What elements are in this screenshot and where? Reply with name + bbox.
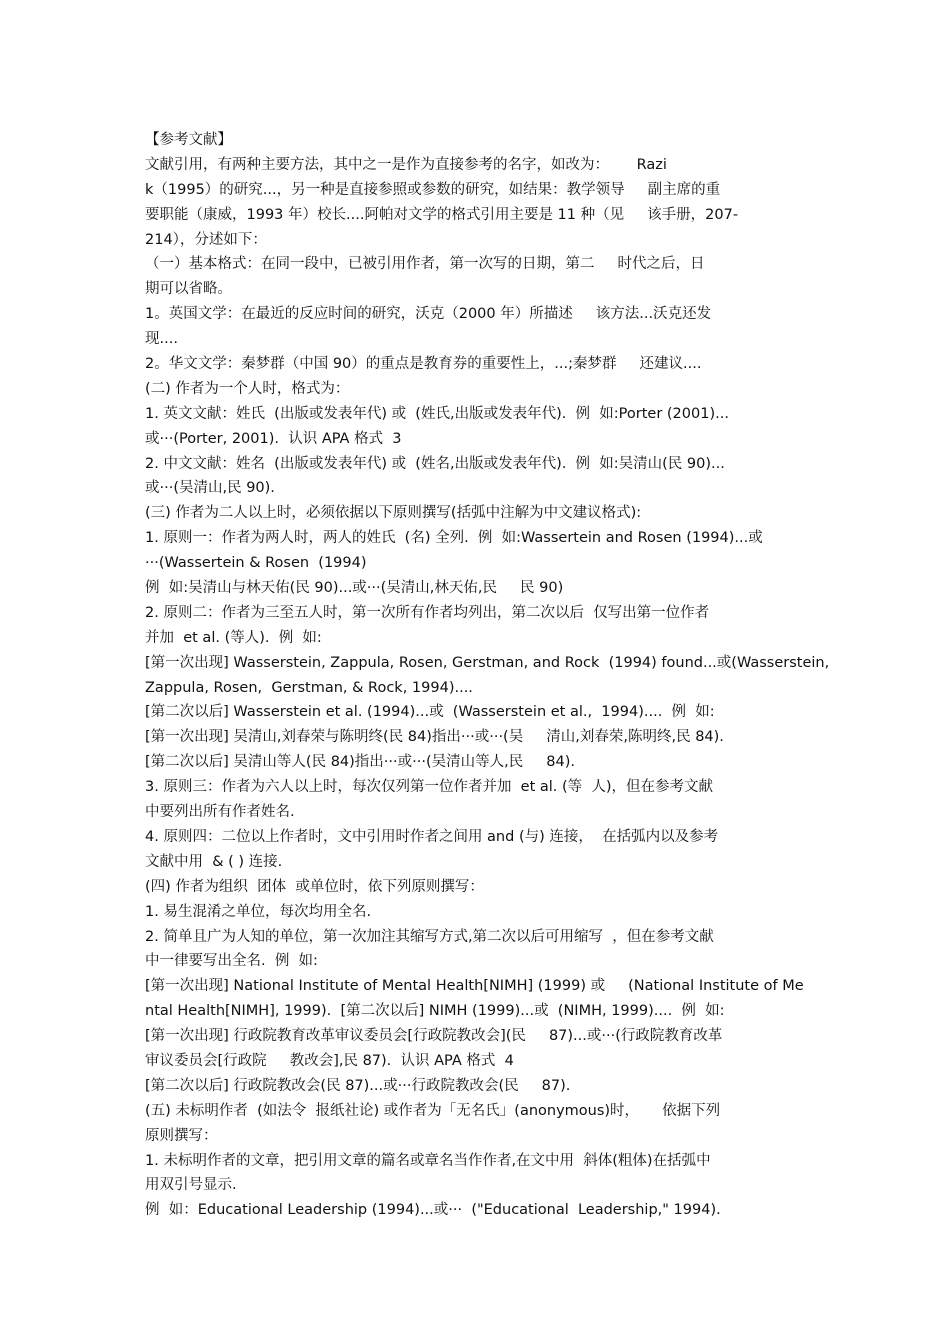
document-body	[145, 128, 830, 1223]
text-line: 原则撰写：	[145, 1127, 218, 1144]
text-line: 例 如:吴清山与林天佑(民 90)...或···(吴清山,林天佑,民 民 90)	[145, 580, 564, 597]
text-line: 1. 未标明作者的文章，把引用文章的篇名或章名当作作者,在文中用 斜体(粗体)在括弧中	[145, 1152, 711, 1169]
text-line: ntal Health[NIMH], 1999). [第二次以后] NIMH (1999)...或 (NIMH, 1999).... 例 如:	[145, 1003, 725, 1020]
text-line: [第二次以后] 吴清山等人(民 84)指出···或···(吴清山等人,民 84).	[145, 754, 575, 771]
text-line: [第一次出现] 吴清山,刘春荣与陈明终(民 84)指出···或···(吴 清山,刘春荣,陈明终,民 84).	[145, 729, 724, 746]
text-line: 或···(吴清山,民 90).	[145, 480, 275, 497]
text-line: (三) 作者为二人以上时，必须依据以下原则撰写(括弧中注解为中文建议格式):	[145, 505, 642, 522]
text-line: 2。华文文学：秦梦群（中国 90）的重点是教育券的重要性上，...;秦梦群 还建议....	[145, 356, 702, 373]
text-line: 中一律要写出全名. 例 如:	[145, 953, 318, 970]
text-line: 214），分述如下：	[145, 231, 267, 248]
text-line: (四) 作者为组织 团体 或单位时，依下列原则撰写：	[145, 878, 484, 895]
text-line: 审议委员会[行政院 教改会],民 87). 认识 APA 格式 4	[145, 1052, 514, 1069]
text-line: (二) 作者为一个人时，格式为：	[145, 380, 350, 397]
text-line: 2. 简单且广为人知的单位，第一次加注其缩写方式,第二次以后可用缩写 ，但在参考文献	[145, 928, 714, 945]
text-line: 1. 原则一：作者为两人时，两人的姓氏 (名) 全列. 例 如:Wassertein and Rosen (1994)...或	[145, 530, 763, 547]
text-line: [第二次以后] Wasserstein et al. (1994)...或 (Wasserstein et al., 1994).... 例 如:	[145, 704, 715, 721]
text-line: 用双引号显示.	[145, 1177, 237, 1194]
text-line: 文献中用 & ( ) 连接.	[145, 853, 283, 870]
text-line: [第一次出现] Wasserstein, Zappula, Rosen, Gerstman, and Rock (1994) found...或(Wasserstein,	[145, 654, 830, 671]
text-line: 现....	[145, 331, 178, 348]
text-line: （一）基本格式：在同一段中，已被引用作者，第一次写的日期，第二 时代之后，日	[145, 256, 705, 273]
text-line: 期可以省略。	[145, 281, 232, 298]
text-line: 2. 中文文献：姓名 (出版或发表年代) 或 (姓名,出版或发表年代). 例 如:吴清山(民 90)...	[145, 455, 725, 472]
text-line: 或···(Porter, 2001). 认识 APA 格式 3	[145, 430, 402, 447]
text-line: ···(Wassertein & Rosen (1994)	[145, 555, 367, 572]
text-line: 4. 原则四：二位以上作者时，文中引用时作者之间用 and (与) 连接， 在括弧内以及参考	[145, 828, 719, 845]
text-line: 1。英国文学：在最近的反应时间的研究，沃克（2000 年）所描述 该方法...沃克还发	[145, 306, 712, 323]
text-line: 1. 易生混淆之单位，每次均用全名.	[145, 903, 372, 920]
text-line: 并加 et al. (等人). 例 如:	[145, 629, 322, 646]
text-line: [第一次出现] National Institute of Mental Health[NIMH] (1999) 或 (National Institute of Me	[145, 978, 804, 995]
text-line: 1. 英文文献：姓氏 (出版或发表年代) 或 (姓氏,出版或发表年代). 例 如:Porter (2001)...	[145, 405, 729, 422]
text-line: 中要列出所有作者姓名.	[145, 804, 295, 821]
text-line: 要职能（康威，1993 年）校长....阿帕对文学的格式引用主要是 11 种（见 该手册，207-	[145, 206, 739, 223]
text-line: [第二次以后] 行政院教改会(民 87)...或···行政院教改会(民 87).	[145, 1077, 571, 1094]
text-line: 例 如：Educational Leadership (1994)...或··· ("Educational Leadership," 1994).	[145, 1202, 721, 1219]
text-line: (五) 未标明作者 (如法令 报纸社论) 或作者为「无名氏」(anonymous)时， 依据下列	[145, 1102, 721, 1119]
text-line: 文献引用，有两种主要方法，其中之一是作为直接参考的名字，如改为： Razi	[145, 156, 667, 173]
text-line: [第一次出现] 行政院教育改革审议委员会[行政院教改会](民 87)...或···(行政院教育改革	[145, 1028, 723, 1045]
text-line: 3. 原则三：作者为六人以上时，每次仅列第一位作者并加 et al. (等 人)，但在参考文献	[145, 779, 714, 796]
text-line: 2. 原则二：作者为三至五人时，第一次所有作者均列出，第二次以后 仅写出第一位作者	[145, 604, 710, 621]
text-line: 【参考文献】	[145, 132, 232, 148]
text-line: k（1995）的研究...，另一种是直接参照或参数的研究，如结果：教学领导 副主席的重	[145, 181, 721, 198]
text-line: Zappula, Rosen, Gerstman, & Rock, 1994)....	[145, 679, 473, 696]
